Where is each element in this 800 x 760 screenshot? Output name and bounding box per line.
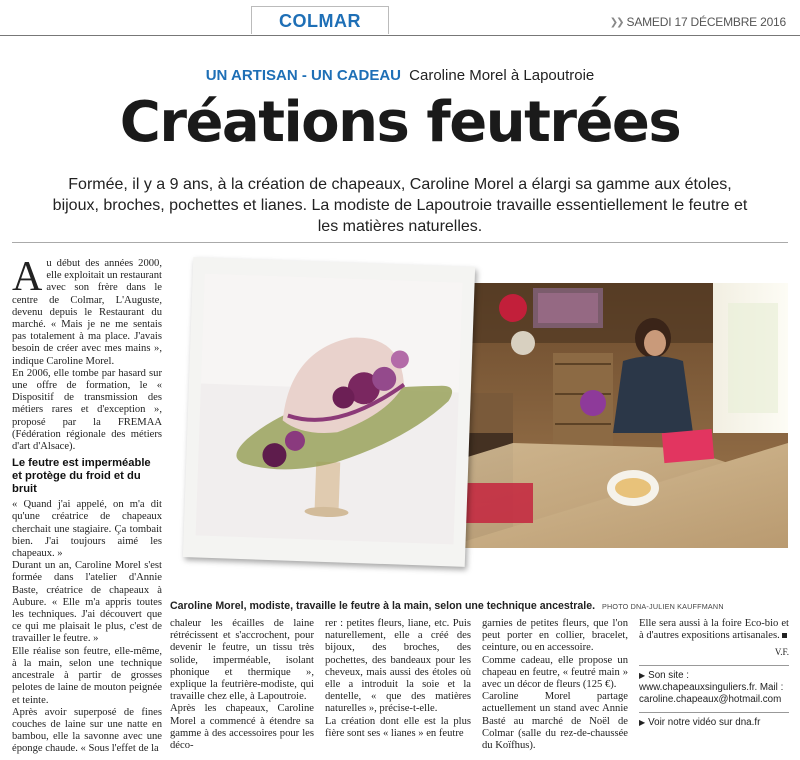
video-link-text: Voir notre vidéo sur dna.fr	[648, 716, 761, 728]
column-4	[482, 618, 628, 752]
page-header	[0, 0, 800, 36]
caption-text: Caroline Morel, modiste, travaille le feutre à la main, selon une technique ancestrale.	[170, 600, 596, 612]
paragraph: Caroline Morel partage actuellement un stand avec Annie Basté au marché de Noël de Colmar (salle du rez-de-chaussée du Koïfhus).	[482, 691, 628, 752]
date-text: SAMEDI 17 DÉCEMBRE 2016	[626, 15, 786, 29]
divider	[639, 712, 789, 713]
double-chevron-icon: ❯❯	[609, 16, 623, 28]
paragraph: garnies de petites fleurs, que l'on peut porter en collier, bracelet, ceinture, ou en accessoire.	[482, 618, 628, 654]
paragraph: « Quand j'ai appelé, on m'a dit qu'une créatrice de chapeaux cherchait une stagiaire. Ça tombait bien. J'ai toujours aimé les chapeaux. »	[12, 499, 162, 560]
author-signature: V.F.	[774, 647, 789, 658]
kicker	[0, 67, 800, 84]
dropcap: A	[12, 254, 43, 300]
column-1	[12, 254, 162, 756]
paragraph: rer : petites fleurs, liane, etc. Puis naturellement, elle a créé des bijoux, des broches, des pochettes, des bandeaux pour les cheveux, mais aussi des étoles où elle a introduit la soie et la dentelle, « que des matières naturelles », précise-t-elle.	[325, 618, 471, 715]
headline: Créations feutrées	[119, 90, 681, 155]
kicker-label: UN ARTISAN - UN CADEAU	[205, 67, 401, 84]
site-label-text: Son site :	[648, 669, 689, 681]
column-3	[325, 618, 471, 740]
section-name: COLMAR	[279, 11, 361, 31]
triangle-bullet-icon: ▶	[639, 670, 646, 680]
paragraph: Après avoir superposé de fines couches de laine sur une natte en bambou, elle la savonne avec une éponge chaude. « Sous l'effet de la	[12, 706, 162, 755]
section-tab	[251, 6, 389, 34]
paragraph: Elle réalise son feutre, elle-même, à la main, selon une technique ancestrale à partir de grosses pelotes de laine de mouton peignée et teinte.	[12, 645, 162, 706]
felt-hat-illustration	[183, 257, 475, 567]
paragraph: Durant un an, Caroline Morel s'est formée dans l'atelier d'Annie Baste, créatrice de chapeaux à Aubure. « Elle m'a appris toutes les techniques. J'ai découvert que ce qui me plaisait le plus, c'est de travailler le feutre. »	[12, 560, 162, 645]
issue-date	[610, 15, 786, 29]
hat-polaroid	[183, 257, 475, 567]
kicker-subject: Caroline Morel à Lapoutroie	[409, 67, 595, 84]
subheading: Le feutre est imperméable et protège du froid et du bruit	[12, 457, 151, 496]
lede-divider	[12, 242, 788, 243]
photo-credit: PHOTO DNA-JULIEN KAUFFMANN	[602, 602, 724, 611]
site-link[interactable]: www.chapeauxsinguliers.fr. Mail : caroline.chapeaux@hotmail.com	[639, 681, 784, 705]
paragraph	[639, 618, 789, 642]
paragraph-text: u début des années 2000, elle exploitait un restaurant avec son frère dans le centre de Colmar, L'Auguste, devenu depuis le Restaurant du marché. « Mais je ne me sentais pas totalement à ma place. J'avais besoin de créer avec mes mains », indique Caroline Morel.	[12, 258, 162, 367]
column-5	[639, 618, 789, 729]
paragraph: En 2006, elle tombe par hasard sur une offre de formation, le « Dispositif de transmission des métiers rares et d'exception », proposé par la FREMAA (Fédération régionale des métiers d'art d'Alsace).	[12, 367, 162, 453]
paragraph: Après les chapeaux, Caroline Morel a commencé à étendre sa gamme à des accessoires pour les déco-	[170, 703, 314, 752]
paragraph: La création dont elle est la plus fière sont ses « lianes » en feutre	[325, 715, 471, 739]
paragraph: chaleur les écailles de laine rétrécissent et s'accrochent, pour devenir le feutre, un tissu très solide, imperméable, isolant phonique et thermique », explique la feutrière-modiste, qui travaille chez elle, à Lapoutroie.	[170, 618, 314, 703]
end-mark-icon	[782, 633, 787, 638]
photo-caption	[170, 600, 790, 612]
site-label	[639, 670, 789, 682]
lede: Formée, il y a 9 ans, à la création de chapeaux, Caroline Morel a élargi sa gamme aux étoles, bijoux, broches, pochettes et lianes. La modiste de Lapoutroie travaille essentiellement le feutre et les matières naturelles.	[52, 176, 748, 235]
paragraph	[12, 254, 162, 368]
paragraph: Comme cadeau, elle propose un chapeau en feutre, « feutré main » avec un décor de fleurs (125 €).	[482, 654, 628, 691]
divider	[639, 665, 789, 666]
paragraph-text: Elle sera aussi à la foire Eco-bio et à d'autres expositions artisanales.	[639, 618, 789, 642]
video-link[interactable]	[639, 717, 789, 729]
triangle-bullet-icon: ▶	[639, 717, 646, 727]
column-2	[170, 618, 314, 752]
